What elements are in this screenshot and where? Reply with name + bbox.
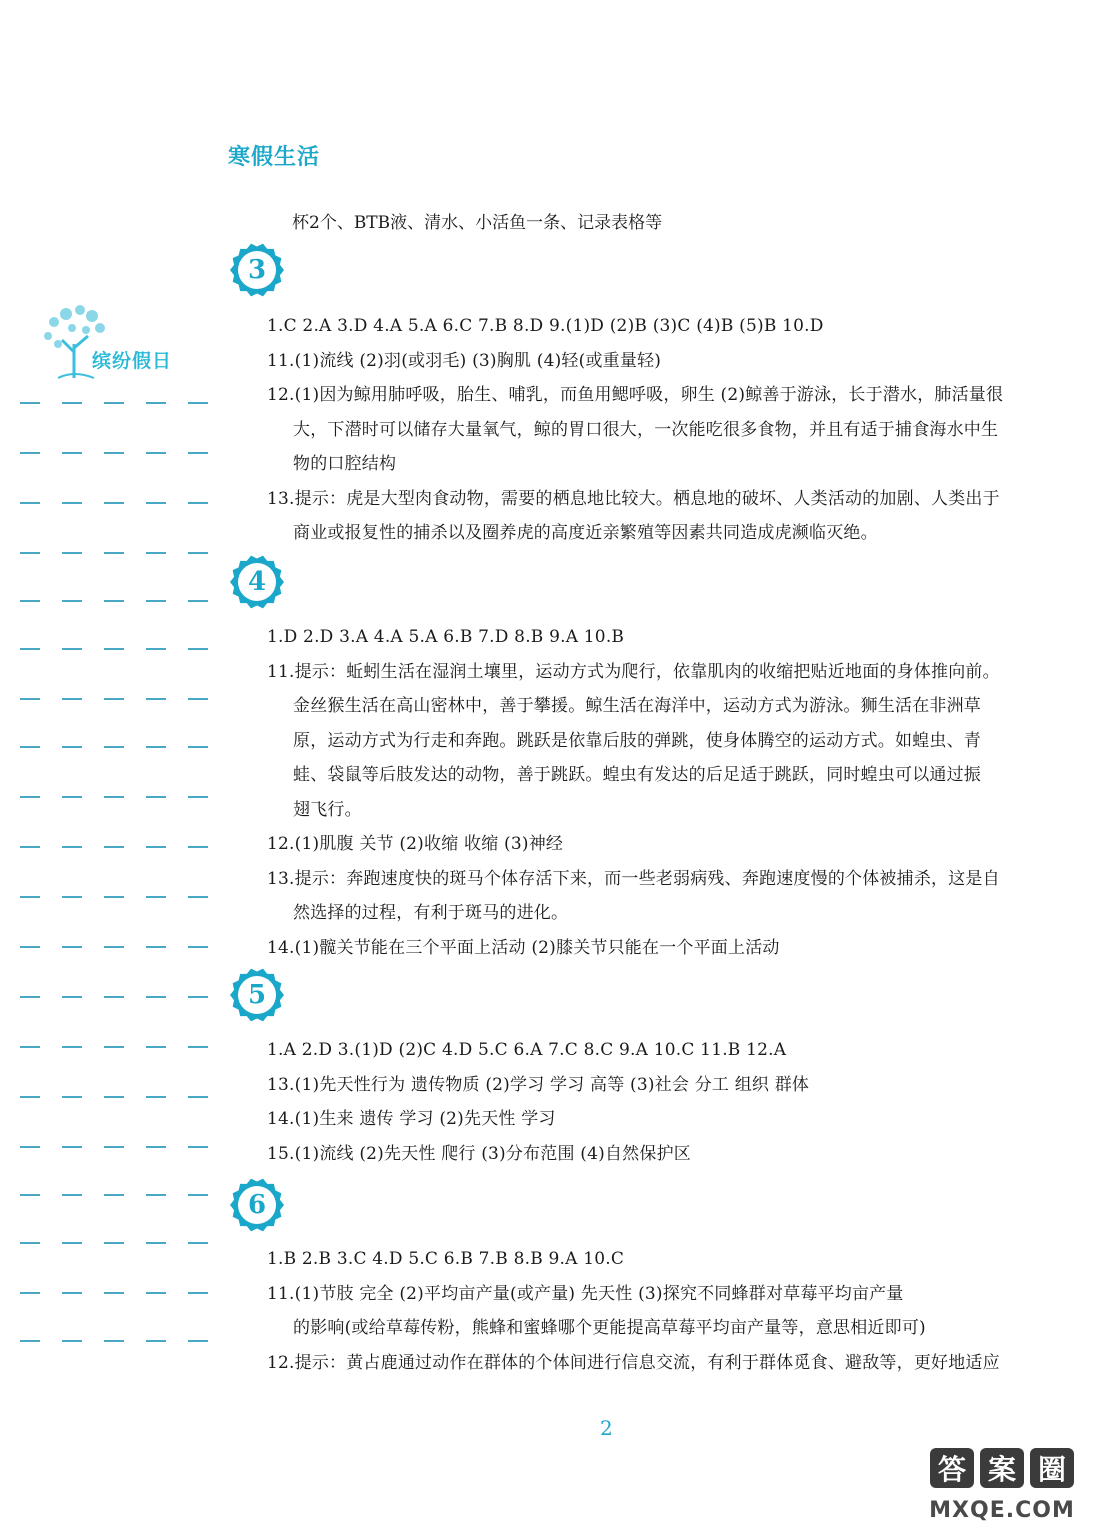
answer-line: 1.A 2.D 3.(1)D (2)C 4.D 5.C 6.A 7.C 8.C 9.A 10.C 11.B 12.A (267, 1040, 787, 1060)
answer-line: 翅飞行。 (293, 799, 362, 820)
answer-line: 12.(1)因为鲸用肺呼吸，胎生、哺乳，而鱼用鳃呼吸，卵生 (2)鲸善于游泳，长于潜水，肺活量很 (267, 385, 1004, 405)
section-number: 6 (247, 1190, 267, 1220)
section-badge (229, 1177, 285, 1233)
answer-line: 13.提示：虎是大型肉食动物，需要的栖息地比较大。栖息地的破坏、人类活动的加剧、人类出于 (267, 488, 1000, 509)
answer-line: 14.(1)生来 遗传 学习 (2)先天性 学习 (267, 1109, 556, 1129)
sidebar-dash-row (20, 648, 210, 650)
sidebar-dash-row (20, 698, 210, 700)
answer-line: 蛙、袋鼠等后肢发达的动物，善于跳跃。蝗虫有发达的后足适于跳跃，同时蝗虫可以通过振 (293, 765, 981, 785)
sidebar-dash-row (20, 1146, 210, 1148)
answer-line: 大，下潜时可以储存大量氧气，鲸的胃口很大，一次能吃很多食物，并且有适于捕食海水中生 (293, 419, 999, 440)
sidebar-dash-row (20, 946, 210, 948)
sidebar-dash-row (20, 846, 210, 848)
section-4-answers (267, 620, 1075, 965)
watermark-char: 圈 (1030, 1448, 1074, 1488)
page-header-title: 寒假生活 (228, 145, 321, 170)
sidebar-dash-row (20, 1096, 210, 1098)
answer-line: 15.(1)流线 (2)先天性 爬行 (3)分布范围 (4)自然保护区 (267, 1143, 691, 1164)
answer-line: 14.(1)髋关节能在三个平面上活动 (2)膝关节只能在一个平面上活动 (267, 937, 780, 958)
sidebar-dash-row (20, 796, 210, 798)
sidebar-dash-row (20, 600, 210, 602)
answer-line: 1.C 2.A 3.D 4.A 5.A 6.C 7.B 8.D 9.(1)D (2)B (3)C (4)B (5)B 10.D (267, 316, 824, 336)
answer-line: 金丝猴生活在高山密林中，善于攀援。鲸生活在海洋中，运动方式为游泳。狮生活在非洲草 (293, 696, 981, 716)
answer-line: 11.(1)流线 (2)羽(或羽毛) (3)胸肌 (4)轻(或重量轻) (267, 350, 662, 371)
answer-line: 12.提示：黄占鹿通过动作在群体的个体间进行信息交流，有利于群体觅食、避敌等，更好地适应 (267, 1352, 1000, 1373)
sidebar-dash-row (20, 552, 210, 554)
section-6-answers (267, 1242, 1075, 1380)
answer-line: 13.(1)先天性行为 遗传物质 (2)学习 学习 高等 (3)社会 分工 组织 群体 (267, 1074, 810, 1095)
watermark-char: 案 (980, 1448, 1024, 1488)
section-3-answers (267, 309, 1075, 551)
section-5-answers (267, 1033, 1075, 1171)
sidebar-dash-row (20, 1292, 210, 1294)
sidebar-dash-row (20, 452, 210, 454)
site-watermark (922, 1446, 1082, 1532)
section-badge (229, 242, 285, 298)
sidebar-dash-row (20, 402, 210, 404)
answer-line: 1.D 2.D 3.A 4.A 5.A 6.B 7.D 8.B 9.A 10.B (267, 627, 625, 647)
answer-line: 物的口腔结构 (293, 454, 397, 474)
watermark-char: 答 (930, 1448, 974, 1488)
sidebar-dash-row (20, 502, 210, 504)
sidebar-dash-row (20, 1340, 210, 1342)
section-number: 5 (247, 980, 267, 1010)
answer-line: 1.B 2.B 3.C 4.D 5.C 6.B 7.B 8.B 9.A 10.C (267, 1249, 625, 1269)
answer-line: 13.提示：奔跑速度快的斑马个体存活下来，而一些老弱病残、奔跑速度慢的个体被捕杀，这是自 (267, 868, 1000, 889)
sidebar-dash-row (20, 1242, 210, 1244)
answer-line: 11.提示：蚯蚓生活在湿润土壤里，运动方式为爬行，依靠肌肉的收缩把贴近地面的身体推向前。 (267, 661, 1000, 682)
answer-line: 的影响(或给草莓传粉，熊蜂和蜜蜂哪个更能提高草莓平均亩产量等，意思相近即可) (293, 1318, 926, 1338)
watermark-domain: MXQE.COM (929, 1498, 1075, 1523)
answer-line: 商业或报复性的捕杀以及圈养虎的高度近亲繁殖等因素共同造成虎濒临灭绝。 (293, 523, 878, 543)
page-number: 2 (600, 1416, 613, 1440)
sidebar-dash-row (20, 746, 210, 748)
answer-line: 11.(1)节肢 完全 (2)平均亩产量(或产量) 先天性 (3)探究不同蜂群对草莓平均亩产量 (267, 1283, 904, 1304)
section-badge (229, 554, 285, 610)
section-number: 3 (247, 255, 267, 285)
sidebar-dash-row (20, 1194, 210, 1196)
answer-line: 然选择的过程，有利于斑马的进化。 (293, 903, 569, 923)
sidebar-dash-row (20, 896, 210, 898)
section-number: 4 (247, 567, 267, 597)
sidebar-dash-row (20, 996, 210, 998)
answer-line: 原，运动方式为行走和奔跑。跳跃是依靠后肢的弹跳，使身体腾空的运动方式。如蝗虫、青 (293, 730, 981, 751)
section-badge (229, 967, 285, 1023)
answer-line: 12.(1)肌腹 关节 (2)收缩 收缩 (3)神经 (267, 834, 564, 854)
sidebar-logo-text: 缤纷假日 (92, 350, 173, 372)
intro-line: 杯2个、BTB液、清水、小活鱼一条、记录表格等 (292, 213, 663, 233)
sidebar-dash-row (20, 1046, 210, 1048)
